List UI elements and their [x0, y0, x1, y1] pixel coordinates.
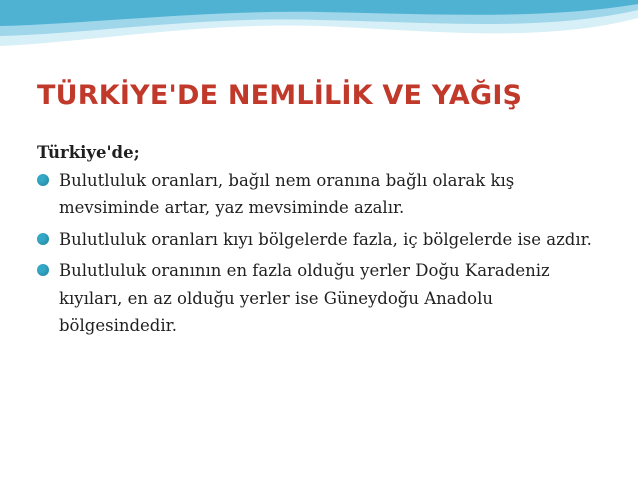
round-bullet-icon [37, 264, 49, 276]
list-item [37, 257, 597, 340]
bullet-text: Bulutluluk oranları, bağıl nem oranına bağlı olarak kış mevsiminde artar, yaz mevsiminde azalır. [59, 170, 515, 217]
list-item [37, 167, 597, 222]
round-bullet-icon [37, 233, 49, 245]
slide-title: TÜRKİYE'DE NEMLİLİK VE YAĞIŞ [37, 80, 523, 111]
round-bullet-icon [37, 174, 49, 186]
bullet-list [37, 167, 597, 340]
bullet-text: Bulutluluk oranları kıyı bölgelerde fazla, iç bölgelerde ise azdır. [59, 229, 592, 249]
bullet-text: Bulutluluk oranının en fazla olduğu yerler Doğu Karadeniz kıyıları, en az olduğu yerler ise Güneydoğu Anadolu bölgesindedir. [59, 261, 550, 335]
slide-body [37, 139, 597, 344]
list-item [37, 226, 597, 254]
lead-text: Türkiye'de; [37, 143, 140, 162]
header-wave-decoration [0, 0, 638, 60]
